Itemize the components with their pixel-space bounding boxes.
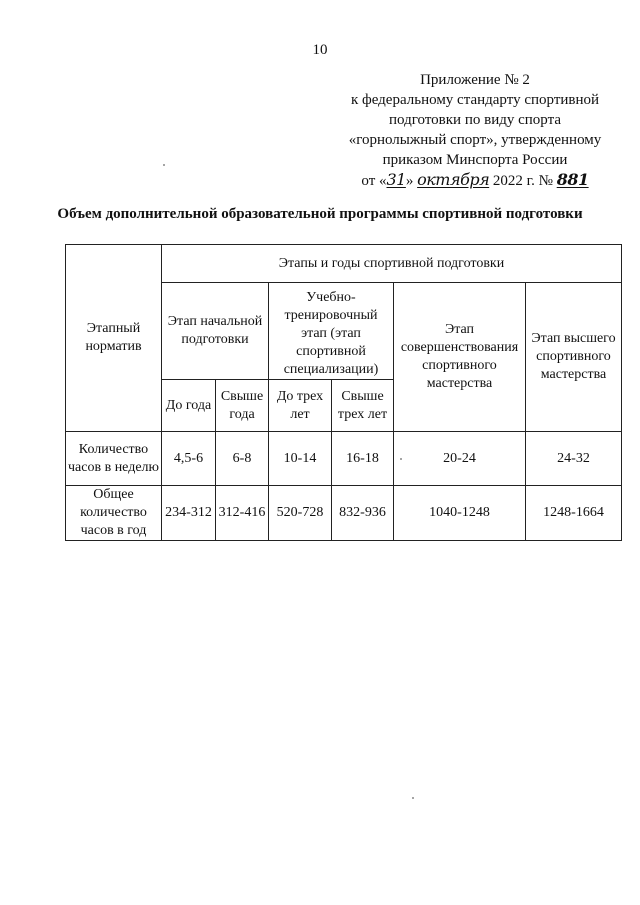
table-cell: 520-728 <box>269 486 332 541</box>
header-stage-improvement: Этап совершенствования спортивного мастерства <box>394 283 526 432</box>
sub-initial-2: Свыше года <box>216 380 269 432</box>
scan-speck <box>163 164 165 166</box>
appendix-line-1: Приложение № 2 <box>420 72 530 88</box>
date-month-handwritten: октября <box>417 170 490 189</box>
page-number: 10 <box>312 42 328 58</box>
appendix-date-line <box>340 170 610 191</box>
table-cell: 1040-1248 <box>394 486 526 541</box>
table-cell: 20-24 <box>394 432 526 486</box>
table-cell: 1248-1664 <box>526 486 622 541</box>
header-stages: Этапы и годы спортивной подготовки <box>162 245 622 283</box>
appendix-line-2: к федеральному стандарту спортивной <box>350 92 600 108</box>
table-cell: 16-18 <box>332 432 394 486</box>
sub-training-2: Свыше трех лет <box>332 380 394 432</box>
scan-speck <box>412 797 414 799</box>
table-cell: 312-416 <box>216 486 269 541</box>
date-year: 2022 г. № <box>492 173 553 189</box>
sub-training-1: До трех лет <box>269 380 332 432</box>
table-cell: 234-312 <box>162 486 216 541</box>
header-stage-training: Учебно-тренировочный этап (этап спортивной специализации) <box>269 283 394 380</box>
scan-speck <box>400 458 402 460</box>
table-row <box>66 432 622 486</box>
document-title: Объем дополнительной образовательной программы спортивной подготовки <box>57 206 583 222</box>
appendix-line-4: «горнолыжный спорт», утвержденному <box>348 132 602 148</box>
date-prefix: от « <box>361 173 387 189</box>
program-volume-table <box>65 244 622 541</box>
order-number-handwritten: 881 <box>556 170 589 189</box>
table-cell: 4,5-6 <box>162 432 216 486</box>
appendix-header <box>340 70 610 191</box>
table-cell: 832-936 <box>332 486 394 541</box>
table-row <box>66 486 622 541</box>
header-stage-higher: Этап высшего спортивного мастерства <box>526 283 622 432</box>
appendix-line-5: приказом Минспорта России <box>382 152 568 168</box>
header-stage-initial: Этап начальной подготовки <box>162 283 269 380</box>
table-cell: 10-14 <box>269 432 332 486</box>
appendix-line-3: подготовки по виду спорта <box>389 112 561 128</box>
header-norm: Этапный норматив <box>66 245 162 432</box>
table-cell: 24-32 <box>526 432 622 486</box>
row-label: Общее количество часов в год <box>66 486 162 541</box>
table-cell: 6-8 <box>216 432 269 486</box>
sub-initial-1: До года <box>162 380 216 432</box>
row-label: Количество часов в неделю <box>66 432 162 486</box>
date-day-handwritten: 31 <box>386 170 406 189</box>
date-mid: » <box>405 173 414 189</box>
